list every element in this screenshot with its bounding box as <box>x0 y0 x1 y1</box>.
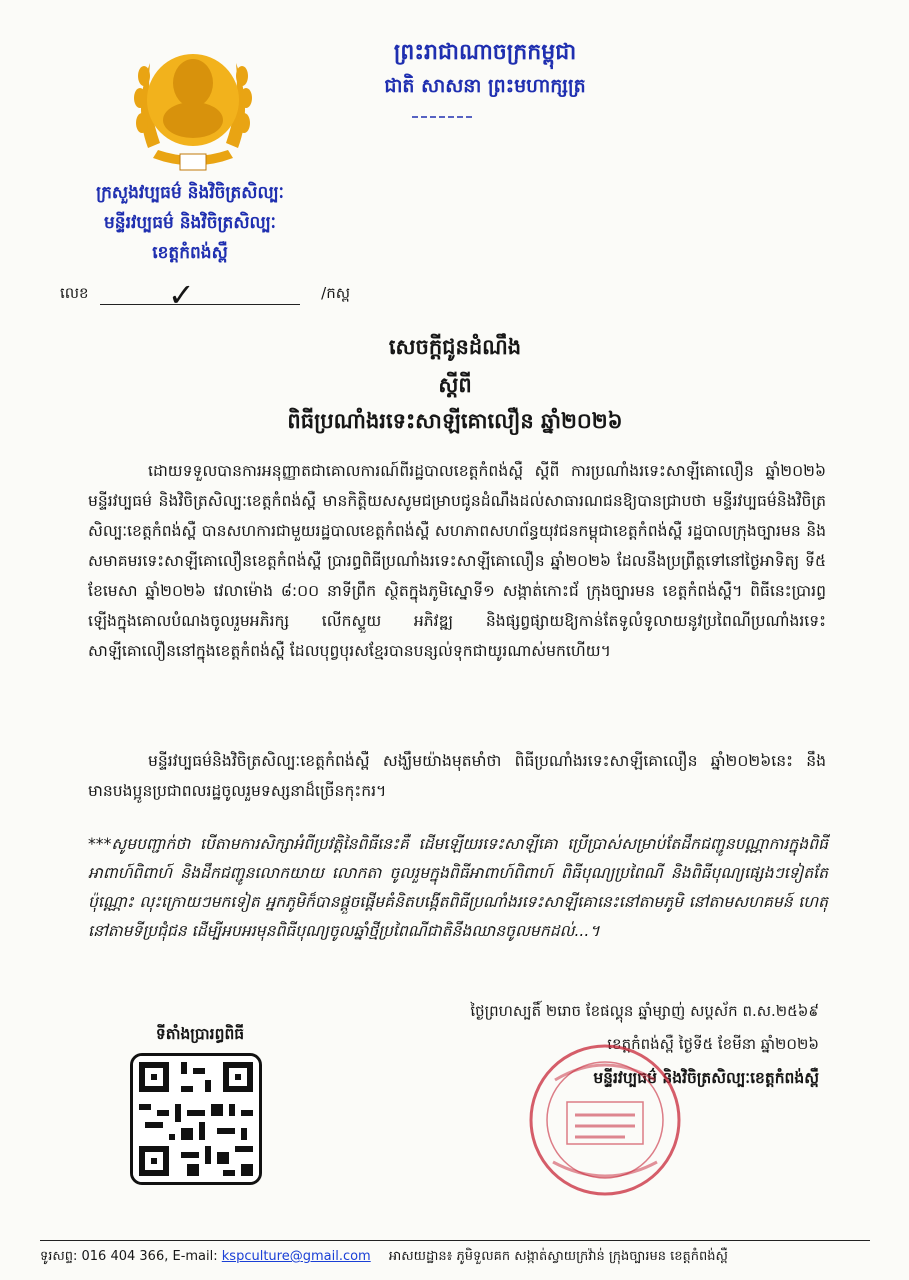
footer-contact <box>40 1248 880 1267</box>
official-seal <box>525 1040 685 1200</box>
header-ornament <box>412 112 472 122</box>
department-name: មន្ទីរវប្បធម៌ និងវិចិត្រសិល្បៈ <box>104 213 276 233</box>
checkmark-icon: ✓ <box>168 276 195 314</box>
reference-rule <box>100 304 300 305</box>
lunar-date: ថ្ងៃព្រហស្បតិ៍ ២រោច ខែផល្គុន ឆ្នាំម្សាញ់ សប្តស័ក ព.ស.២៥៦៩ <box>470 1002 819 1020</box>
signing-authority: មន្ទីរវប្បធម៌ និងវិចិត្រសិល្បៈខេត្តកំពង់ស្ពឺ <box>593 1069 819 1087</box>
ministry-emblem-logo <box>128 28 258 178</box>
footer-divider <box>40 1240 870 1241</box>
qr-code[interactable] <box>130 1053 262 1185</box>
footer-email-link[interactable]: kspculture@gmail.com <box>221 1249 371 1264</box>
reference-label: លេខ <box>60 284 89 302</box>
notice-subject: ពិធីប្រណាំងរទេះសាឡីគោលឿន ឆ្នាំ២០២៦ <box>287 409 623 433</box>
reference-suffix: /កស្ព <box>321 284 350 302</box>
solar-date: ខេត្តកំពង់ស្ពឺ ថ្ងៃទី៥ ខែមីនា ឆ្នាំ២០២៦ <box>607 1035 819 1053</box>
qr-location-label: ទីតាំងប្រារព្ធពិធី <box>155 1025 245 1043</box>
province-name: ខេត្តកំពង់ស្ពឺ <box>152 243 228 263</box>
body-paragraph-2: មន្ទីរវប្បធម៌និងវិចិត្រសិល្បៈខេត្តកំពង់ស្ពឺ សង្ឃឹមយ៉ាងមុតមាំថា ពិធីប្រណាំងរទេះសាឡីគោលឿន ឆ្នាំ២០២៦នេះ នឹងមានបងប្អូនប្រជាពលរដ្ឋចូលរួមទស្សនាដ៏ច្រើនកុះករ។ <box>88 752 826 800</box>
ministry-name: ក្រសួងវប្បធម៌ និងវិចិត្រសិល្បៈ <box>96 183 284 203</box>
body-paragraph-1: ដោយទទួលបានការអនុញ្ញាតជាគោលការណ៍ពីរដ្ឋបាលខេត្តកំពង់ស្ពឺ ស្តីពី ការប្រណាំងរទេះសាឡីគោលឿន ឆ្នាំ២០២៦ មន្ទីរវប្បធម៌ និងវិចិត្រសិល្បៈខេត្តកំពង់ស្ពឺ មានកិត្តិយសសូមជម្រាបជូនដំណឹងដល់សាធារណជនឱ្យបានជ្រាបថា មន្ទីរវប្បធម៌និងវិចិត្រសិល្បៈខេត្តកំពង់ស្ពឺ បានសហការជាមួយរដ្ឋបាលខេត្តកំពង់ស្ពឺ សហភាពសហព័ន្ធយុវជនកម្ពុជាខេត្តកំពង់ស្ពឺ រដ្ឋបាលក្រុងច្បារមន និងសមាគមរទេះសាឡីគោលឿនខេត្តកំពង់ស្ពឺ ប្រារព្ធពិធីប្រណាំងរទេះសាឡីគោលឿន ឆ្នាំ២០២៦ ដែលនឹងប្រព្រឹត្តទៅនៅថ្ងៃអាទិត្យ ទី៥ ខែមេសា ឆ្នាំ២០២៦ វេលាម៉ោង ៨:០០ នាទីព្រឹក ស្ថិតក្នុងភូមិស្នោទី១ សង្កាត់កោះជ័ ក្រុងច្បារមន ខេត្តកំពង់ស្ពឺ។ ពិធីនេះប្រារព្ធឡើងក្នុងគោលបំណងចូលរួមអភិរក្ស លើកស្ទួយ អភិវឌ្ឍ និងផ្សព្វផ្សាយឱ្យកាន់តែទូលំទូលាយនូវប្រពៃណីប្រណាំងរទេះសាឡីគោលឿននៅក្នុងខេត្តកំពង់ស្ពឺ ដែលបុព្វបុរសខ្មែរបានបន្សល់ទុកជាយូរណាស់មកហើយ។ <box>88 462 826 660</box>
notice-subject-label: ស្តីពី <box>438 373 472 397</box>
kingdom-heading: ព្រះរាជាណាចក្រកម្ពុជា <box>393 40 577 65</box>
footer-phone: ទូរសព្ទ: 016 404 366, E-mail: <box>40 1249 222 1264</box>
historical-note: ***សូមបញ្ជាក់ថា បើតាមការសិក្សាអំពីប្រវត្តិនៃពិធីនេះគឺ ដើមឡើយរទេះសាឡីគោ ប្រើប្រាស់សម្រាប់តែដឹកជញ្ជូនបណ្ណាការក្នុងពិធីអាពាហ៍ពិពាហ៍ និងដឹកជញ្ជូនលោកយាយ លោកតា ចូលរួមក្នុងពិធីអាពាហ៍ពិពាហ៍ ពិធីបុណ្យប្រពៃណី និងពិធីបុណ្យផ្សេងៗទៀតតែប៉ុណ្ណោះ លុះក្រោយៗមកទៀត អ្នកភូមិក៏បានផ្តួចផ្តើមគំនិតបង្កើតពិធីប្រណាំងរទេះសាឡីគោនេះនៅតាមភូមិ នៅតាមសហគមន៍ ហេតុនៅតាមទីប្រជុំជន ដើម្បីអបអរមុនពិធីបុណ្យចូលឆ្នាំថ្មីប្រពៃណីជាតិនឹងឈានចូលមកដល់...។ <box>88 835 828 940</box>
notice-title: សេចក្តីជូនដំណឹង <box>388 335 522 359</box>
footer-address: អាសយដ្ឋាន៖ ភូមិទួលគក សង្កាត់ស្វាយក្រវ៉ាន់ ក្រុងច្បារមន ខេត្តកំពង់ស្ពឺ <box>388 1249 728 1264</box>
national-motto: ជាតិ សាសនា ព្រះមហាក្សត្រ <box>384 75 586 97</box>
